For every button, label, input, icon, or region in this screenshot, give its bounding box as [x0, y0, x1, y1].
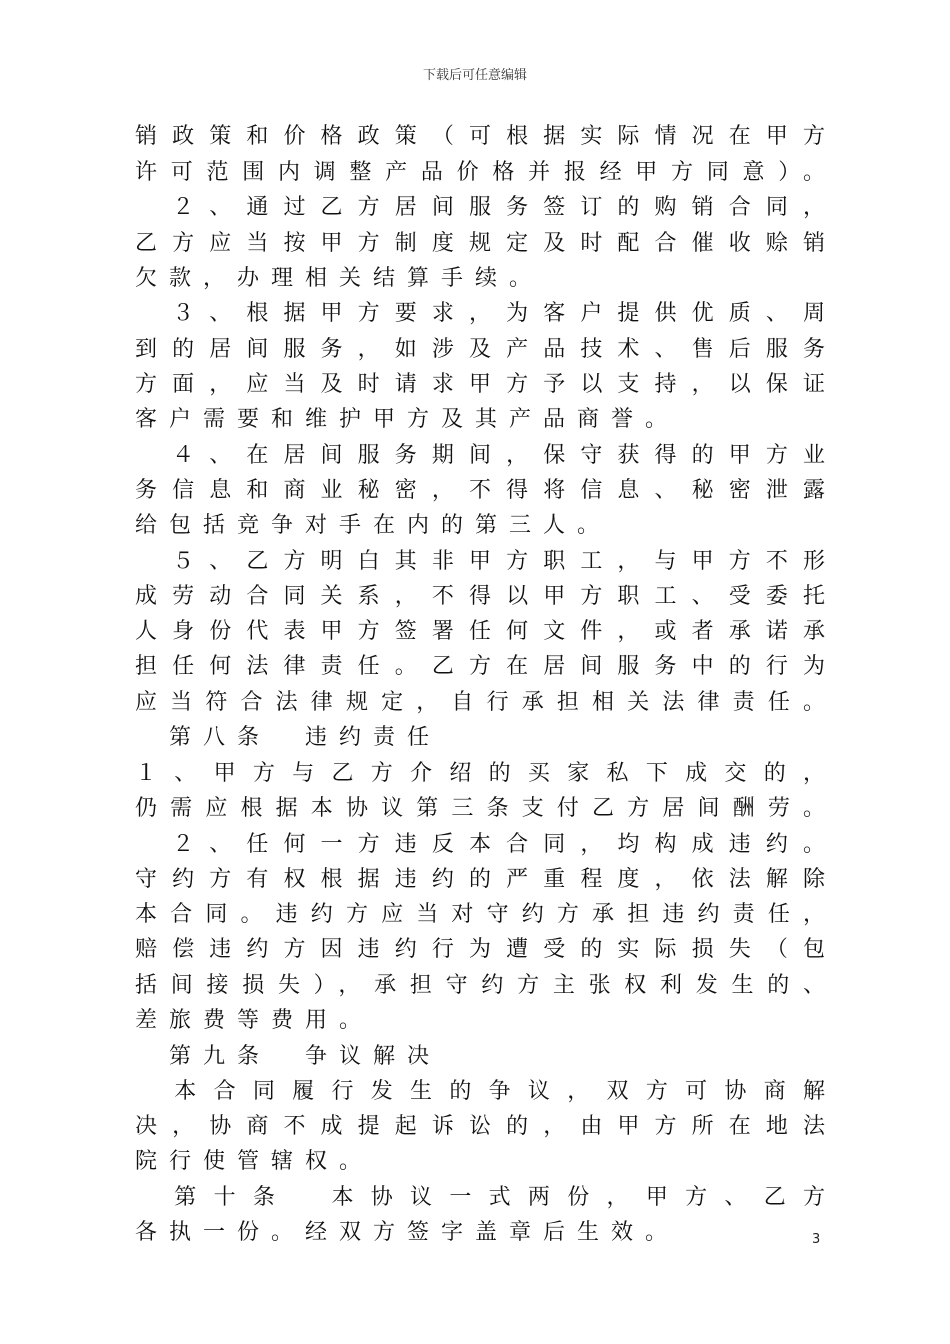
text-line: 第十条 本协议一式两份，甲方、乙方: [135, 1185, 825, 1210]
text-line: 赔偿违约方因违约行为遭受的实际损失（包: [135, 937, 825, 962]
text-line: 担任何法律责任。乙方在居间服务中的行为: [135, 654, 825, 679]
text-line: 许可范围内调整产品价格并报经甲方同意）。: [135, 160, 825, 185]
text-line: 欠款，办理相关结算手续。: [135, 266, 544, 291]
text-line: 人身份代表甲方签署任何文件，或者承诺承: [135, 619, 825, 644]
text-line: 括间接损失），承担守约方主张权利发生的、: [135, 973, 825, 998]
text-line: 差旅费等费用。: [135, 1008, 374, 1033]
text-line: 到的居间服务，如涉及产品技术、售后服务: [135, 337, 825, 362]
text-line: １、甲方与乙方介绍的买家私下成交的，: [135, 761, 825, 786]
text-line: 方面，应当及时请求甲方予以支持，以保证: [135, 372, 825, 397]
text-line: ２、通过乙方居间服务签订的购销合同，: [135, 195, 825, 220]
page-header: 下载后可任意编辑: [422, 68, 527, 83]
text-line: 仍需应根据本协议第三条支付乙方居间酬劳。: [135, 796, 825, 821]
text-line: ２、任何一方违反本合同，均构成违约。: [135, 832, 825, 857]
text-line: ４、在居间服务期间，保守获得的甲方业: [135, 443, 825, 468]
text-line: 本合同。违约方应当对守约方承担违约责任，: [135, 902, 825, 927]
text-line: 守约方有权根据违约的严重程度，依法解除: [135, 867, 825, 892]
page-number: 3: [812, 1232, 821, 1247]
text-line: 客户需要和维护甲方及其产品商誉。: [135, 407, 680, 432]
text-line: 第九条 争议解决: [135, 1044, 442, 1069]
text-line: 本合同履行发生的争议，双方可协商解: [135, 1079, 825, 1104]
text-line: 第八条 违约责任: [135, 725, 442, 750]
text-line: 务信息和商业秘密，不得将信息、秘密泄露: [135, 478, 825, 503]
text-line: 给包括竞争对手在内的第三人。: [135, 513, 612, 538]
text-line: 成劳动合同关系，不得以甲方职工、受委托: [135, 584, 825, 609]
text-line: ３、根据甲方要求，为客户提供优质、周: [135, 301, 825, 326]
text-line: ５、乙方明白其非甲方职工，与甲方不形: [135, 549, 825, 574]
text-line: 应当符合法律规定，自行承担相关法律责任。: [135, 690, 825, 715]
text-line: 销政策和价格政策（可根据实际情况在甲方: [135, 124, 825, 149]
text-line: 各执一份。经双方签字盖章后生效。: [135, 1220, 680, 1245]
text-line: 院行使管辖权。: [135, 1149, 374, 1174]
text-line: 乙方应当按甲方制度规定及时配合催收赊销: [135, 231, 825, 256]
text-line: 决，协商不成提起诉讼的，由甲方所在地法: [135, 1114, 825, 1139]
